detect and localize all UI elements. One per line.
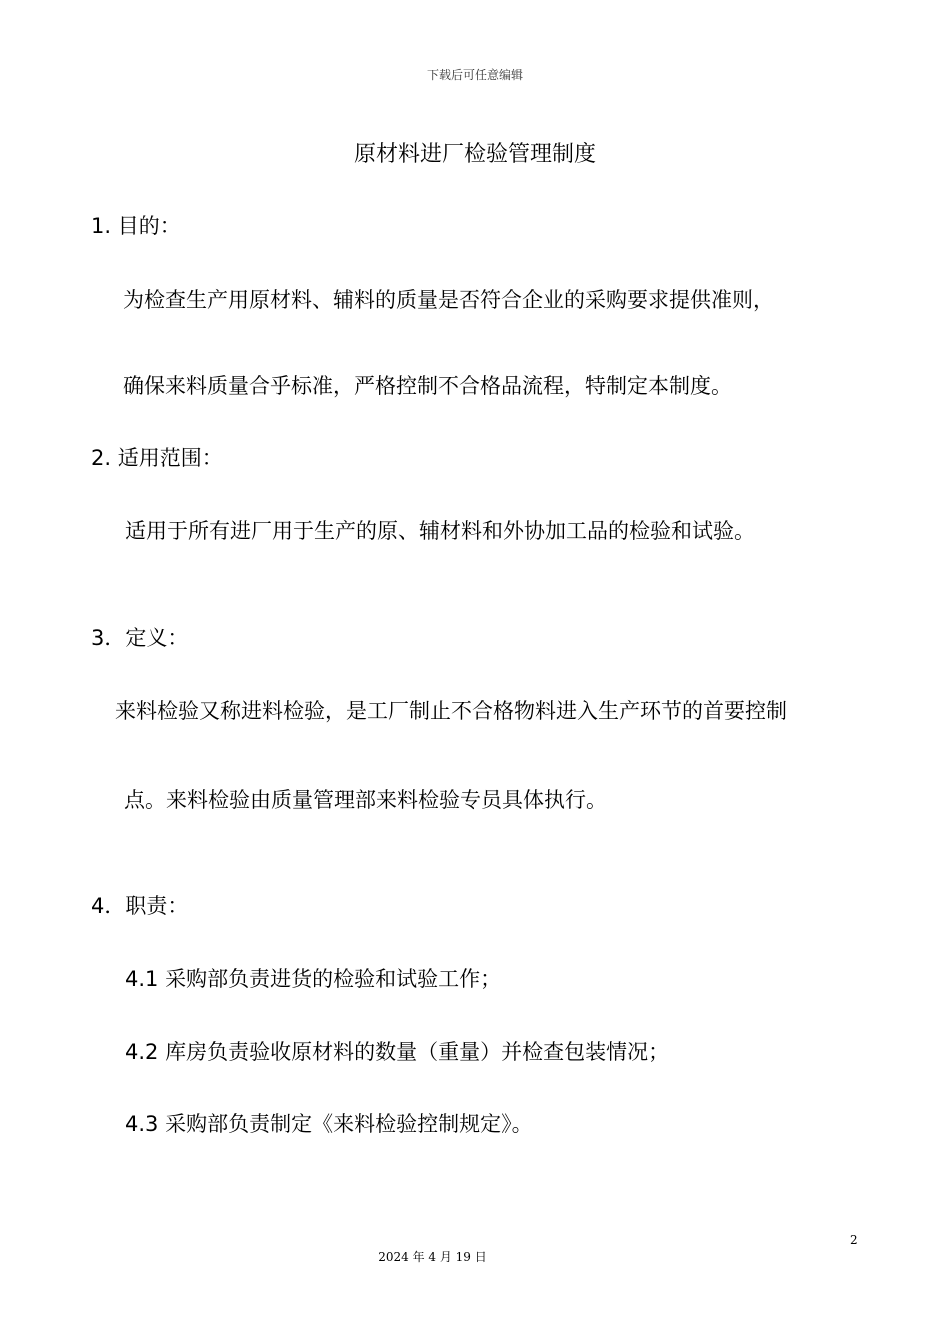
page-number: 2	[850, 1233, 858, 1247]
responsibility-item-4-1: 4.1 采购部负责进货的检验和试验工作；	[125, 967, 502, 991]
section-heading-purpose: 1. 目的：	[91, 214, 181, 238]
section-heading-scope: 2. 适用范围：	[91, 446, 223, 470]
section-heading-definition: 3．定义：	[91, 626, 189, 650]
document-title: 原材料进厂检验管理制度	[353, 142, 596, 167]
definition-line-2: 点。来料检验由质量管理部来料检验专员具体执行。	[124, 788, 607, 812]
footer-date: 2024 年 4 月 19 日	[378, 1250, 487, 1264]
purpose-line-1: 为检查生产用原材料、辅料的质量是否符合企业的采购要求提供准则，	[123, 288, 774, 312]
definition-line-1: 来料检验又称进料检验，是工厂制止不合格物料进入生产环节的首要控制	[115, 699, 787, 723]
scope-line-1: 适用于所有进厂用于生产的原、辅材料和外协加工品的检验和试验。	[125, 519, 755, 543]
responsibility-item-4-2: 4.2 库房负责验收原材料的数量（重量）并检查包装情况；	[125, 1040, 670, 1064]
responsibility-item-4-3: 4.3 采购部负责制定《来料检验控制规定》。	[125, 1112, 533, 1136]
section-heading-responsibilities: 4．职责：	[91, 894, 189, 918]
header-note: 下载后可任意编辑	[426, 68, 523, 82]
purpose-line-2: 确保来料质量合乎标准，严格控制不合格品流程，特制定本制度。	[123, 374, 732, 398]
